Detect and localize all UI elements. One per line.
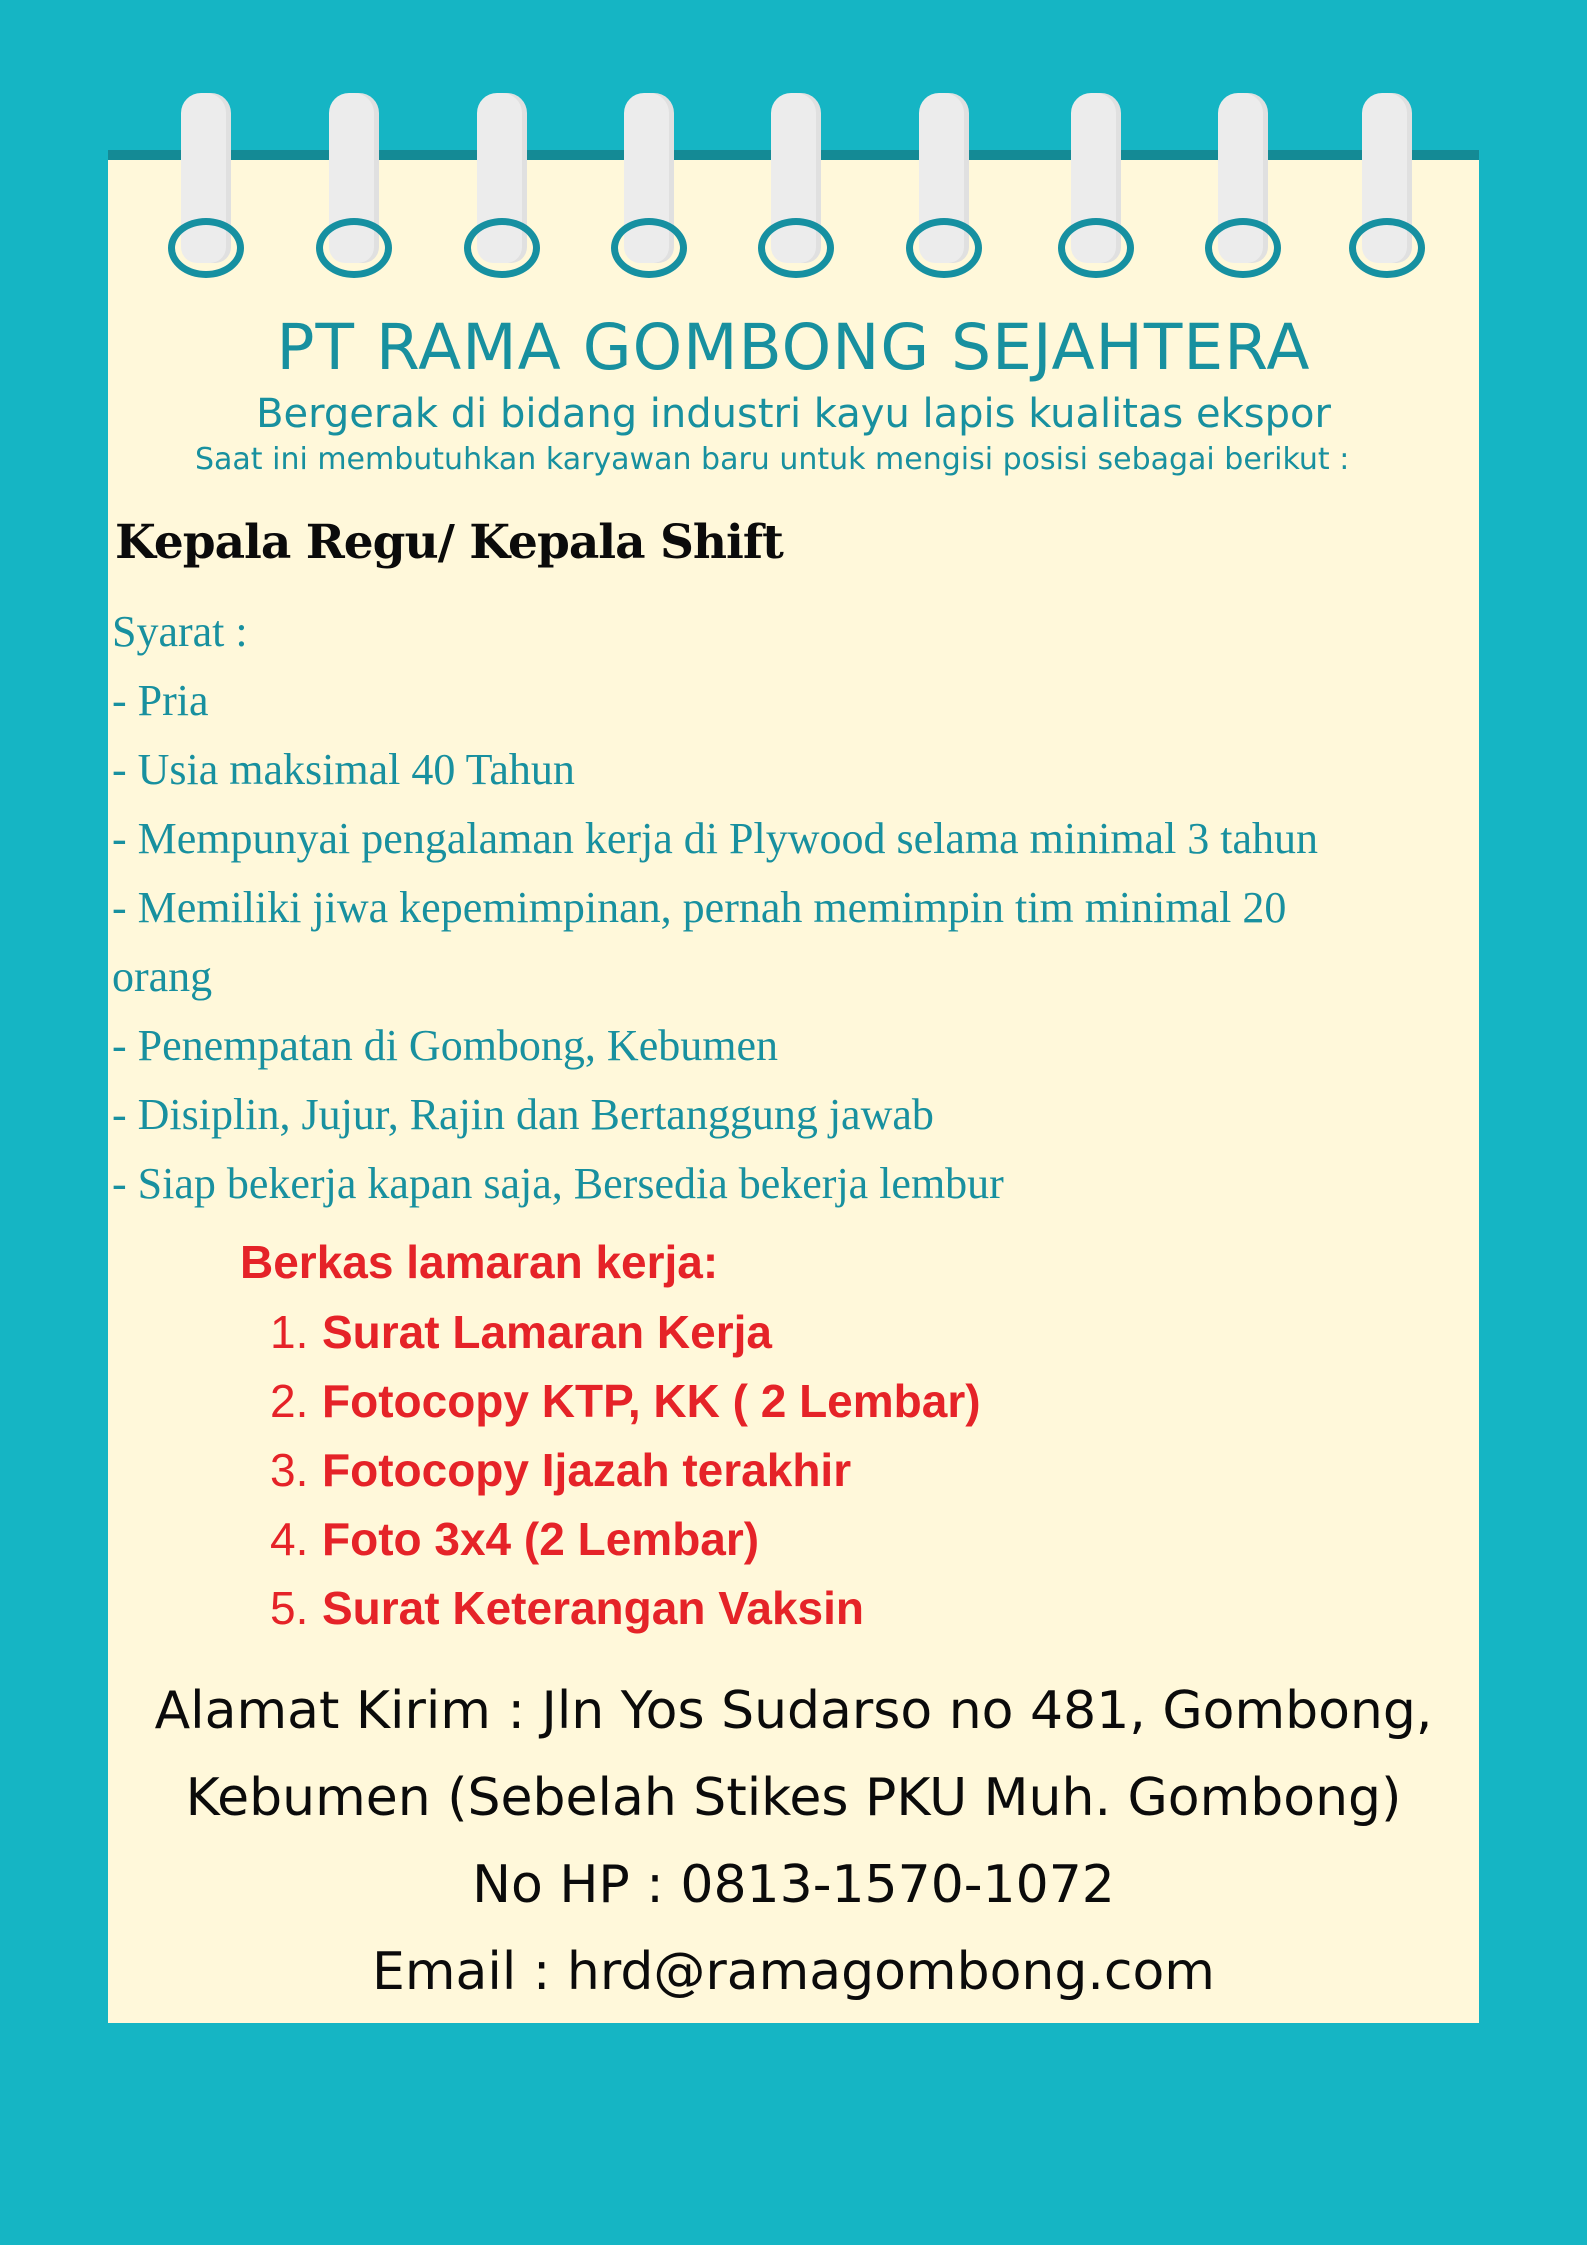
requirement-item: - Siap bekerja kapan saja, Bersedia bekerja lembur [112,1159,1004,1208]
requirement-item: - Memiliki jiwa kepemimpinan, pernah memimpin tim minimal 20 [112,883,1287,932]
company-name: PT RAMA GOMBONG SEJAHTERA [276,311,1311,384]
requirement-item: - Disiplin, Jujur, Rajin dan Bertanggung jawab [112,1090,934,1139]
intro-text: Saat ini membutuhkan karyawan baru untuk mengisi posisi sebagai berikut : [195,442,1350,477]
spiral-ring-icon [329,93,379,283]
phone-number: No HP : 0813-1570-1072 [472,1855,1115,1915]
document-text: Foto 3x4 (2 Lembar) [322,1513,760,1565]
position-title: Kepala Regu/ Kepala Shift [115,515,783,570]
requirements-section [112,597,1452,1218]
document-number: 4. [270,1513,309,1565]
documents-list [270,1298,981,1643]
document-item [270,1436,981,1505]
requirement-item: - Pria [112,676,209,725]
document-item [270,1505,981,1574]
spiral-ring-icon [1218,93,1268,283]
requirement-item: - Usia maksimal 40 Tahun [112,745,575,794]
requirement-item: - Penempatan di Gombong, Kebumen [112,1021,778,1070]
document-text: Surat Keterangan Vaksin [322,1582,864,1634]
address-line-1: Alamat Kirim : Jln Yos Sudarso no 481, Gombong, [154,1681,1433,1741]
spiral-ring-icon [1071,93,1121,283]
contact-section [108,1668,1479,2016]
document-text: Fotocopy Ijazah terakhir [322,1444,852,1496]
document-number: 3. [270,1444,309,1496]
address-line-2: Kebumen (Sebelah Stikes PKU Muh. Gombong) [185,1768,1402,1828]
spiral-ring-icon [919,93,969,283]
documents-title: Berkas lamaran kerja: [240,1236,719,1288]
document-number: 5. [270,1582,309,1634]
document-item [270,1367,981,1436]
spiral-ring-icon [624,93,674,283]
document-number: 1. [270,1306,309,1358]
document-text: Surat Lamaran Kerja [322,1306,772,1358]
document-text: Fotocopy KTP, KK ( 2 Lembar) [322,1375,981,1427]
spiral-ring-icon [1362,93,1412,283]
spiral-ring-icon [477,93,527,283]
requirement-item: orang [112,952,213,1001]
spiral-ring-icon [771,93,821,283]
document-number: 2. [270,1375,309,1427]
requirement-item: - Mempunyai pengalaman kerja di Plywood selama minimal 3 tahun [112,814,1319,863]
email-address: Email : hrd@ramagombong.com [372,1942,1215,2002]
requirements-label: Syarat : [112,607,248,656]
document-item [270,1298,981,1367]
spiral-ring-icon [181,93,231,283]
company-tagline: Bergerak di bidang industri kayu lapis kualitas ekspor [256,391,1331,437]
document-item [270,1574,981,1643]
